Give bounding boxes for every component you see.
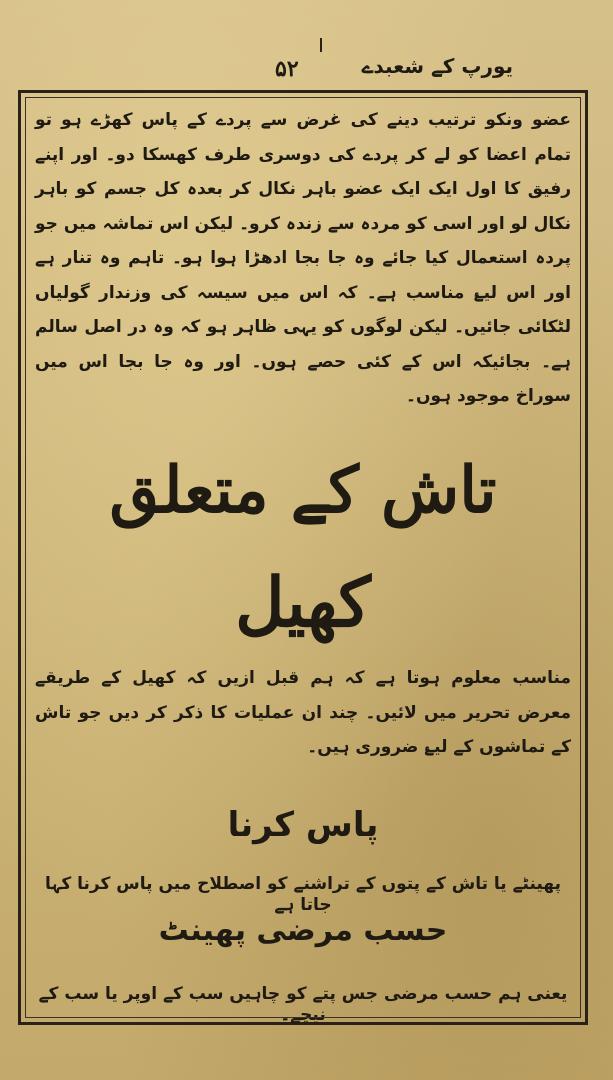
text-frame <box>18 90 588 1025</box>
subtitle-shuffle: حسب مرضی پھینٹ <box>158 913 448 948</box>
page-header <box>20 52 593 88</box>
ink-mark <box>320 38 322 52</box>
paragraph-2: مناسب معلوم ہوتا ہے کہ ہم قبل ازیں کہ کھیل کے طریقے معرض تحریر میں لائیں۔ چند ان عملیات کا ذکر کر دیں جو تاش کے تماشوں کے لیۓ ضروری ہیں۔ <box>35 668 571 757</box>
paragraph-1: عضو ونکو ترتیب دینے کی غرض سے پردے کے پاس کھڑے ہو تو تمام اعضا کو لے کر پردے کی دوسری طرف کھسکا دو۔ اور اپنے رفیق کا اول ایک ایک عضو باہر نکال کر بعدہ کل جسم کو باہر نکال لو اور اسی کو مردہ سے زندہ کرو۔ لیکن اس تماشہ میں جو پردہ استعمال کیا جائے وہ جا بجا ادھڑا ہوا ہو۔ تاہم وہ تنار ہے اور اس لیۓ مناسب ہے۔ کہ اس میں سیسہ کی وزندار گولیاں لٹکائی جائیں۔ لیکن لوگوں کو یہی ظاہر ہو کہ وہ در اصل سالم ہے۔ بجائیکہ اس کے کئی حصے ہوں۔ اور وہ جا بجا اس میں سوراخ موجود ہوں۔ <box>35 110 571 406</box>
running-head: یورپ کے شعبدے <box>361 54 513 78</box>
section-title-line-1: تاش کے متعلق <box>109 453 497 528</box>
shuffle-definition: یعنی ہم حسب مرضی جس پتے کو چاہیں سب کے اوپر یا سب کے نیچے۔ <box>38 984 568 1025</box>
pass-definition: پھینٹے یا تاش کے پتوں کے تراشنے کو اصطلاح میں پاس کرنا کہا جاتا ہے <box>45 874 561 915</box>
page-number: ۵۲ <box>275 56 299 82</box>
section-title-line-2: کھیل <box>235 563 371 643</box>
subtitle-pass: پاس کرنا <box>227 805 379 845</box>
